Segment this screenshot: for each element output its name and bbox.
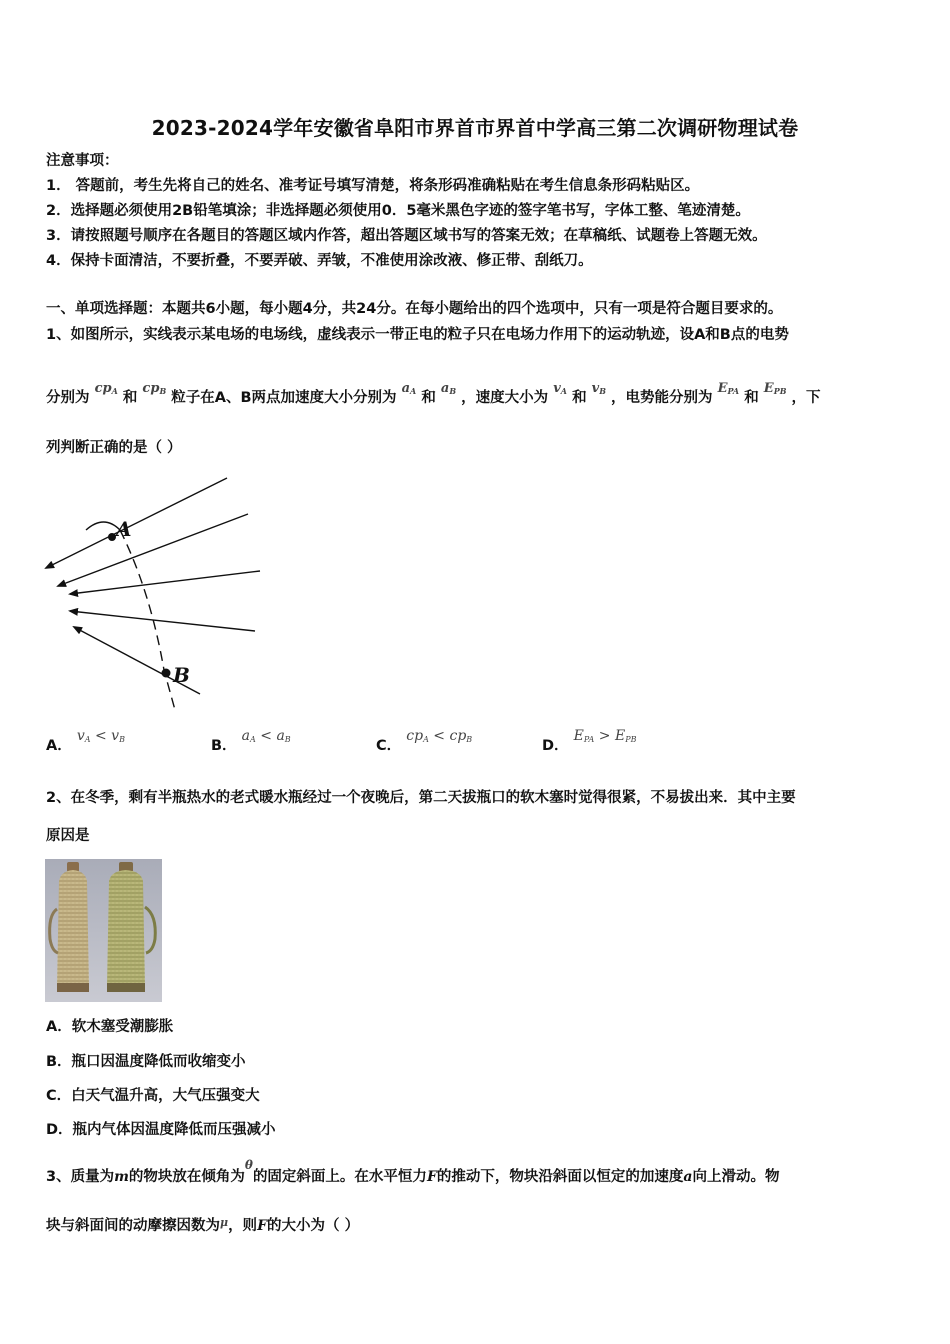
field-line (70, 611, 255, 631)
q1-text: ，电势能分别为 (611, 390, 713, 406)
math-aB: $a_B$ (440, 381, 457, 396)
notice-item-4: 4．保持卡面清洁，不要折叠，不要弄破、弄皱，不准使用涂改液、修正带、刮纸刀。 (46, 253, 593, 269)
math-EPB: $E_{PB}$ (763, 381, 787, 396)
page-title: 2023-2024学年安徽省阜阳市界首市界首中学高三第二次调研物理试卷 (151, 116, 799, 140)
q3-line2: 块与斜面间的动摩擦因数为$^\mu$，则F的大小为（ ） (46, 1216, 360, 1234)
point-a-label: A (116, 517, 132, 541)
q2-option-b[interactable]: B．瓶口因温度降低而收缩变小 (46, 1054, 246, 1070)
q2-line2: 原因是 (46, 828, 90, 844)
q2-option-c[interactable]: C．白天气温升高，大气压强变大 (46, 1088, 260, 1104)
q1-option-b[interactable]: B． $a_A < a_B$ (211, 728, 291, 754)
q1-text: 粒子在A、B两点加速度大小分别为 (171, 390, 397, 406)
q1-text: ，速度大小为 (461, 390, 549, 406)
q1-text: 分别为 (46, 390, 90, 406)
thermos-bottles-image (45, 859, 162, 1002)
q1-line3: 列判断正确的是（ ） (46, 440, 182, 456)
q1-option-d[interactable]: D． $E_{PA} > E_{PB}$ (542, 728, 637, 754)
math-vA: $v_A$ (553, 381, 567, 396)
notice-item-1: 1． 答题前，考生先将自己的姓名、准考证号填写清楚，将条形码准确粘贴在考生信息条形码粘贴区。 (46, 178, 700, 194)
math-EPA: $E_{PA}$ (717, 381, 740, 396)
point-b-dot (162, 669, 171, 678)
electric-field-diagram (40, 470, 270, 720)
section-heading: 一、单项选择题：本题共6小题，每小题4分，共24分。在每小题给出的四个选项中，只有一项是符合题目要求的。 (46, 301, 783, 317)
q1-text: 和 (421, 390, 436, 406)
point-a-dot (108, 533, 116, 541)
math-cpB: $cp_B$ (142, 381, 167, 396)
math-vB: $v_B$ (591, 381, 606, 396)
q2-option-a[interactable]: A．软木塞受潮膨胀 (46, 1019, 174, 1035)
q1-line1: 1、如图所示，实线表示某电场的电场线，虚线表示一带正电的粒子只在电场力作用下的运动轨迹，设A和B点的电势 (46, 327, 789, 343)
q1-text: 和 (744, 390, 759, 406)
q1-text: 和 (572, 390, 587, 406)
q3-line1: 3、质量为m的物块放在倾角为$^\theta$的固定斜面上。在水平恒力F的推动下，物块沿斜面以恒定的加速度a向上滑动。物 (46, 1158, 780, 1185)
q1-line2 (46, 381, 821, 411)
field-line (46, 478, 227, 568)
notice-item-2: 2．选择题必须使用2B铅笔填涂；非选择题必须使用0．5毫米黑色字迹的签字笔书写，字体工整、笔迹清楚。 (46, 203, 750, 219)
math-cpA: $cp_A$ (94, 381, 118, 396)
q1-text: 和 (122, 390, 138, 406)
q1-option-a[interactable]: A． $v_A < v_B$ (46, 728, 125, 754)
trajectory-arc (86, 522, 120, 530)
q1-option-c[interactable]: C． $cp_A < cp_B$ (376, 728, 473, 754)
point-b-label: B (173, 663, 190, 687)
q1-text: ，下 (791, 390, 821, 406)
q2-line1: 2、在冬季，剩有半瓶热水的老式暖水瓶经过一个夜晚后，第二天拔瓶口的软木塞时觉得很紧，不易拔出来．其中主要 (46, 790, 796, 806)
notice-heading: 注意事项： (46, 153, 119, 169)
q2-option-d[interactable]: D．瓶内气体因温度降低而压强减小 (46, 1122, 276, 1138)
field-line (70, 571, 260, 594)
math-aA: $a_A$ (401, 381, 417, 396)
notice-item-3: 3．请按照题号顺序在各题目的答题区域内作答，超出答题区域书写的答案无效；在草稿纸、试题卷上答题无效。 (46, 228, 767, 244)
